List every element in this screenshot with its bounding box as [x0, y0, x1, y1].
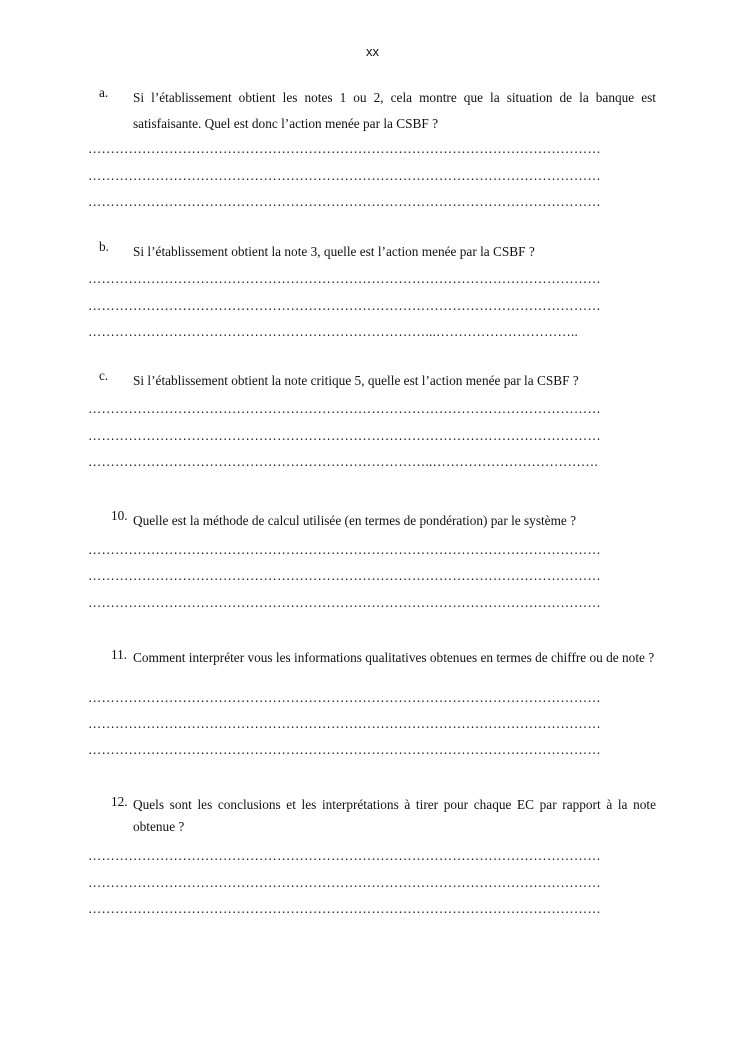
- question-text: Comment interpréter vous les informations qualitatives obtenues en termes de chiffre ou de note ?: [133, 650, 655, 665]
- question-text: Si l’établissement obtient les notes 1 ou 2, cela montre que la situation de la banque est satisfaisante. Quel est donc l’action menée par la CSBF ?: [133, 90, 656, 131]
- question-b: [88, 239, 656, 265]
- answer-line[interactable]: ……………………………………………………………………………………………………: [88, 298, 601, 313]
- answer-line[interactable]: ……………………………………………………………………………………………………: [88, 568, 601, 583]
- question-marker: c.: [99, 368, 109, 383]
- answer-line[interactable]: ……………………………………………………………………………………………………: [88, 542, 601, 557]
- answer-line[interactable]: ……………………………………………………………………………………………………: [88, 141, 601, 156]
- answer-line[interactable]: ……………………………………………………………………………………………………: [88, 875, 601, 890]
- answer-line[interactable]: ……………………………………………………………………………………………………: [88, 194, 601, 209]
- question-marker: a.: [99, 85, 109, 100]
- question-a: [88, 85, 656, 137]
- answer-line[interactable]: …………………………………………………………………..……………………………….: [88, 454, 598, 469]
- answer-line[interactable]: ……………………………………………………………………………………………………: [88, 401, 601, 416]
- question-text: Quelle est la méthode de calcul utilisée (en termes de pondération) par le système ?: [133, 513, 577, 528]
- question-12: [88, 794, 656, 838]
- answer-line[interactable]: ……………………………………………………………………………………………………: [88, 428, 601, 443]
- answer-line[interactable]: ……………………………………………………………………………………………………: [88, 690, 601, 705]
- question-number: 11.: [111, 647, 128, 662]
- question-number: 10.: [111, 508, 128, 523]
- answer-line[interactable]: ……………………………………………………………………………………………………: [88, 595, 601, 610]
- answer-line[interactable]: ……………………………………………………………………………………………………: [88, 742, 601, 757]
- question-number: 12.: [111, 794, 128, 809]
- question-c: [88, 368, 656, 394]
- answer-line[interactable]: ……………………………………………………………………………………………………: [88, 271, 601, 286]
- answer-line[interactable]: ……………………………………………………………………………………………………: [88, 168, 601, 183]
- answer-line[interactable]: …………………………………………………………………...…………………………..: [88, 324, 579, 339]
- answer-line[interactable]: ……………………………………………………………………………………………………: [88, 901, 601, 916]
- question-11: [88, 647, 656, 669]
- answer-line[interactable]: ……………………………………………………………………………………………………: [88, 716, 601, 731]
- question-10: [88, 508, 656, 534]
- page-number: xx: [366, 44, 379, 59]
- question-text: Quels sont les conclusions et les interprétations à tirer pour chaque EC par rapport à la note obtenue ?: [133, 797, 656, 834]
- question-text: Si l’établissement obtient la note 3, quelle est l’action menée par la CSBF ?: [133, 244, 535, 259]
- answer-line[interactable]: ……………………………………………………………………………………………………: [88, 848, 601, 863]
- question-marker: b.: [99, 239, 109, 254]
- question-text: Si l’établissement obtient la note critique 5, quelle est l’action menée par la CSBF ?: [133, 373, 579, 388]
